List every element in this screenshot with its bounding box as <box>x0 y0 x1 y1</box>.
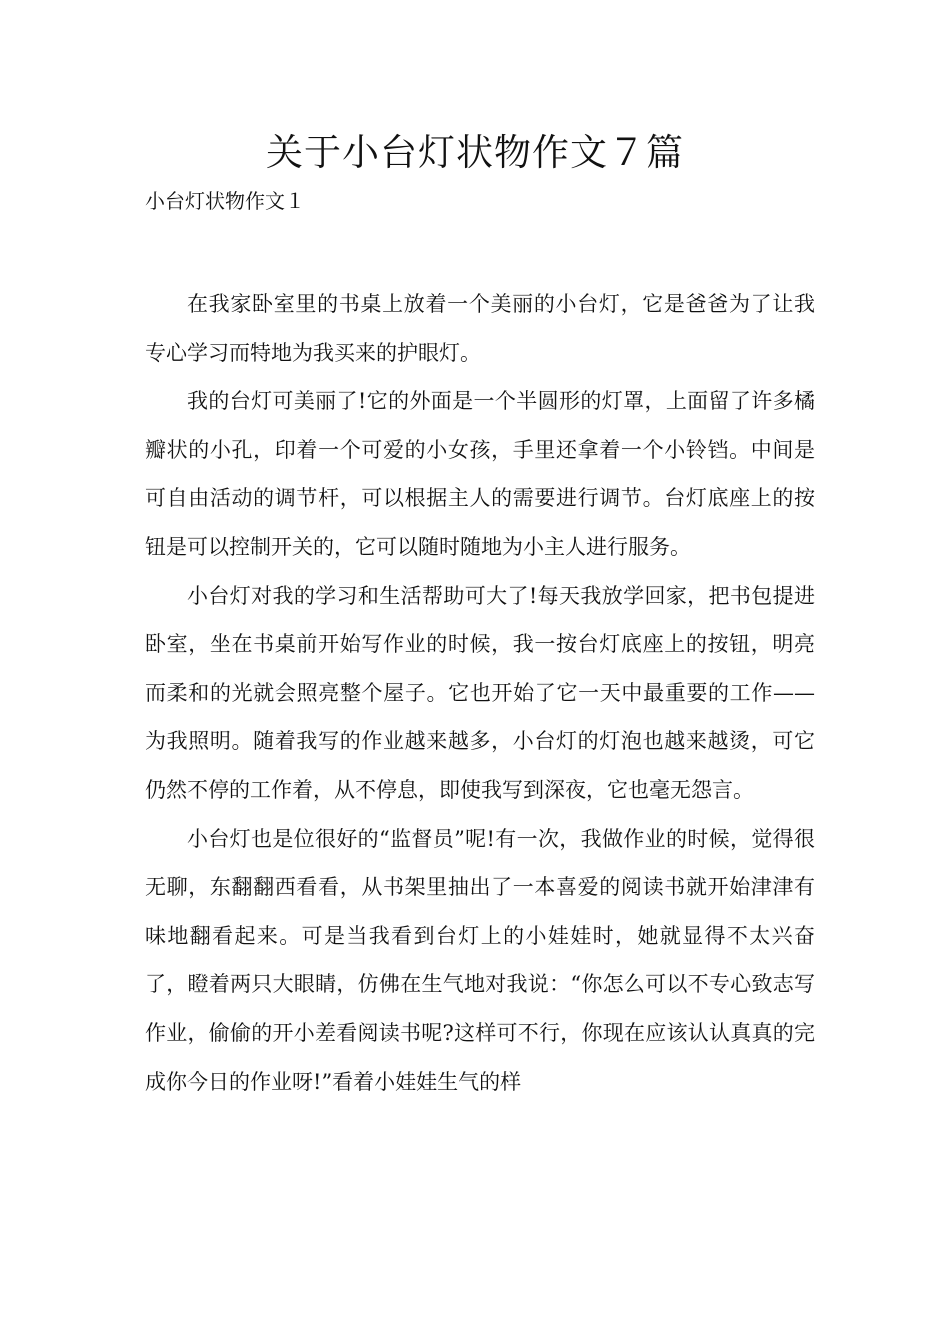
paragraph: 小台灯对我的学习和生活帮助可大了!每天我放学回家，把书包提进卧室，坐在书桌前开始写作业的时候，我一按台灯底座上的按钮，明亮而柔和的光就会照亮整个屋子。它也开始了它一天中最重要的工作——为我照明。随着我写的作业越来越多，小台灯的灯泡也越来越烫，可它仍然不停的工作着，从不停息，即使我写到深夜，它也毫无怨言。 <box>145 583 815 802</box>
paragraph: 在我家卧室里的书桌上放着一个美丽的小台灯，它是爸爸为了让我专心学习而特地为我买来的护眼灯。 <box>145 292 815 365</box>
paragraph: 小台灯也是位很好的“监督员”呢!有一次，我做作业的时候，觉得很无聊，东翻翻西看看，从书架里抽出了一本喜爱的阅读书就开始津津有味地翻看起来。可是当我看到台灯上的小娃娃时，她就显得不太兴奋了，瞪着两只大眼睛，仿佛在生气地对我说：“你怎么可以不专心致志写作业，偷偷的开小差看阅读书呢?这样可不行，你现在应该认认真真的完成你今日的作业呀!”看着小娃娃生气的样 <box>145 826 815 1094</box>
section-heading: 小台灯状物作文１ <box>145 189 305 213</box>
paragraph: 我的台灯可美丽了!它的外面是一个半圆形的灯罩，上面留了许多橘瓣状的小孔，印着一个可爱的小女孩，手里还拿着一个小铃铛。中间是可自由活动的调节杆，可以根据主人的需要进行调节。台灯底座上的按钮是可以控制开关的，它可以随时随地为小主人进行服务。 <box>145 389 815 559</box>
body-text <box>145 280 815 1106</box>
document-title: 关于小台灯状物作文７篇 <box>266 131 684 174</box>
